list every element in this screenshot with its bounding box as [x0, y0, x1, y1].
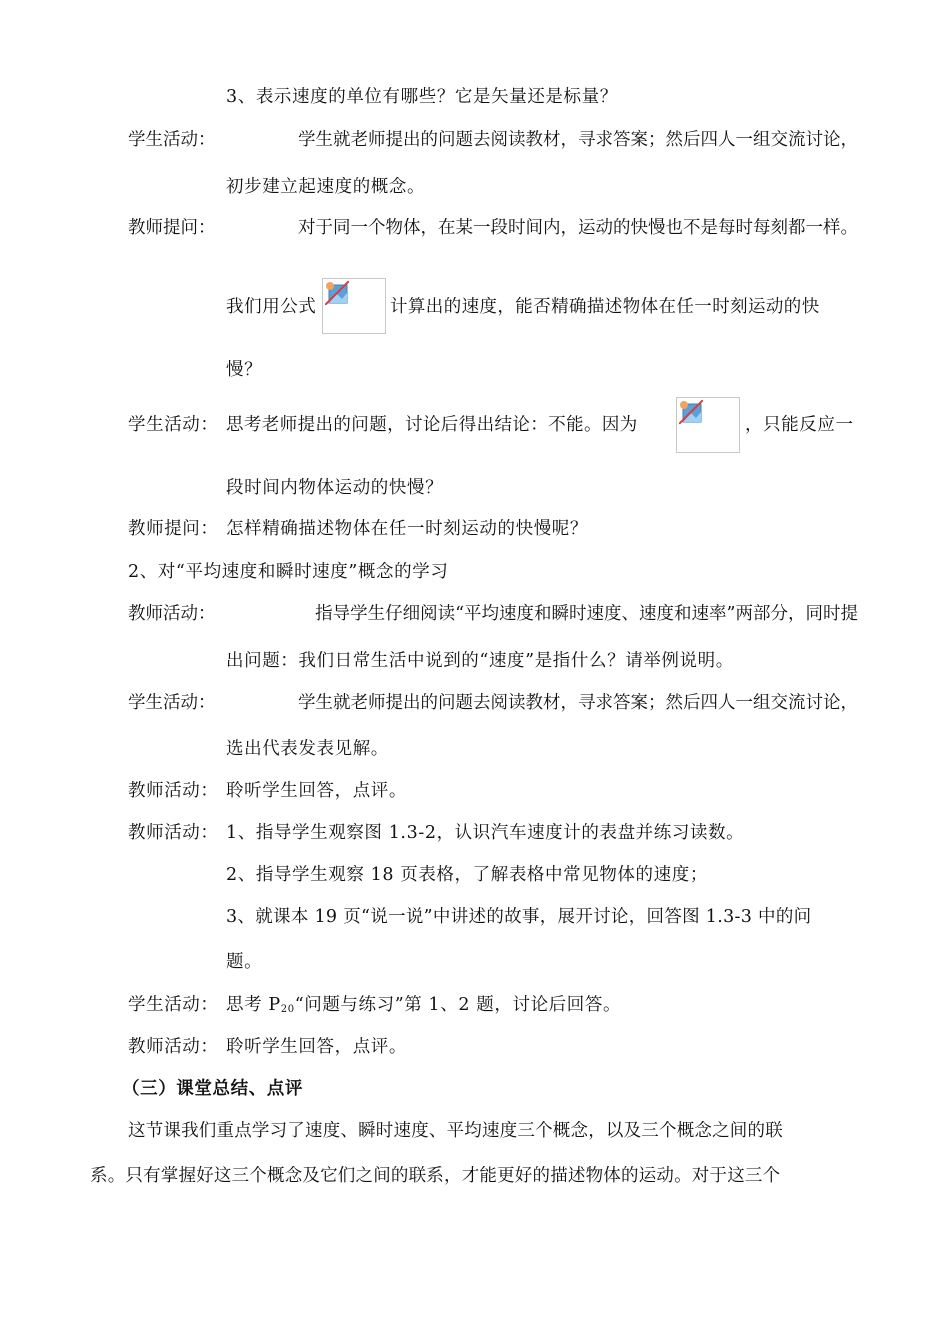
paragraph-line: 题。 — [226, 952, 263, 972]
paragraph-line: 初步建立起速度的概念。 — [226, 177, 426, 197]
paragraph-text: 聆听学生回答，点评。 — [226, 1037, 407, 1057]
role-label: 教师活动： — [128, 823, 219, 843]
broken-image-icon — [679, 400, 703, 424]
text-part: “问题与练习”第 1、2 题，讨论后回答。 — [294, 995, 622, 1015]
role-label: 教师活动： — [128, 604, 216, 624]
paragraph-line: 选出代表发表见解。 — [226, 739, 389, 759]
paragraph-text: 对于同一个物体，在某一段时间内，运动的快慢也不是每时每刻都一样。 — [298, 218, 858, 238]
summary-line: 系。只有掌握好这三个概念及它们之间的联系，才能更好的描述物体的运动。对于这三个 — [90, 1166, 781, 1186]
role-label: 教师活动： — [128, 781, 219, 801]
text-part: 思考 P — [226, 995, 281, 1015]
role-label: 学生活动： — [128, 415, 219, 435]
section-subheading: 2、对“平均速度和瞬时速度”概念的学习 — [128, 562, 449, 582]
section-heading: （三）课堂总结、点评 — [122, 1079, 303, 1099]
paragraph-line — [128, 217, 858, 239]
role-label: 学生活动： — [128, 693, 216, 713]
role-label: 学生活动： — [128, 995, 219, 1015]
question-line: 3、表示速度的单位有哪些？它是矢量还是标量？ — [226, 87, 618, 107]
role-label: 教师提问： — [128, 519, 219, 539]
paragraph-line: 3、就课本 19 页“说一说”中讲述的故事，展开讨论，回答图 1.3-3 中的问 — [226, 907, 812, 927]
paragraph-text: 聆听学生回答，点评。 — [226, 781, 407, 801]
paragraph-text: 计算出的速度，能否精确描述物体在任一时刻运动的快 — [390, 297, 820, 317]
paragraph-line: 2、指导学生观察 18 页表格，了解表格中常见物体的速度； — [226, 865, 708, 885]
paragraph-line — [128, 692, 858, 714]
page-subscript: 20 — [280, 1004, 295, 1015]
formula-image — [322, 278, 386, 334]
role-label: 教师提问： — [128, 218, 216, 238]
paragraph-text: 1、指导学生观察图 1.3-2，认识汽车速度计的表盘并练习读数。 — [226, 823, 745, 843]
paragraph-text: 思考老师提出的问题，讨论后得出结论：不能。因为 — [226, 415, 638, 435]
broken-image-icon — [325, 281, 349, 305]
paragraph-line — [128, 129, 858, 151]
paragraph-text: 学生就老师提出的问题去阅读教材，寻求答案；然后四人一组交流讨论， — [298, 693, 858, 713]
paragraph-text: 指导学生仔细阅读“平均速度和瞬时速度、速度和速率”两部分，同时提 — [315, 604, 858, 624]
paragraph-text: ，只能反应一 — [745, 415, 854, 435]
role-label: 教师活动： — [128, 1037, 219, 1057]
paragraph-text: 学生就老师提出的问题去阅读教材，寻求答案；然后四人一组交流讨论， — [298, 130, 858, 150]
formula-image — [676, 397, 740, 453]
summary-line: 这节课我们重点学习了速度、瞬时速度、平均速度三个概念，以及三个概念之间的联 — [128, 1121, 783, 1141]
paragraph-text — [226, 994, 621, 1021]
paragraph-line: 段时间内物体运动的快慢？ — [226, 478, 444, 498]
paragraph-line — [128, 603, 858, 625]
paragraph-line: 慢？ — [226, 360, 263, 380]
paragraph-text: 怎样精确描述物体在任一时刻运动的快慢呢？ — [226, 519, 588, 539]
paragraph-line: 出问题：我们日常生活中说到的“速度”是指什么？请举例说明。 — [226, 651, 734, 671]
paragraph-text: 我们用公式 — [226, 297, 317, 317]
role-label: 学生活动： — [128, 130, 216, 150]
